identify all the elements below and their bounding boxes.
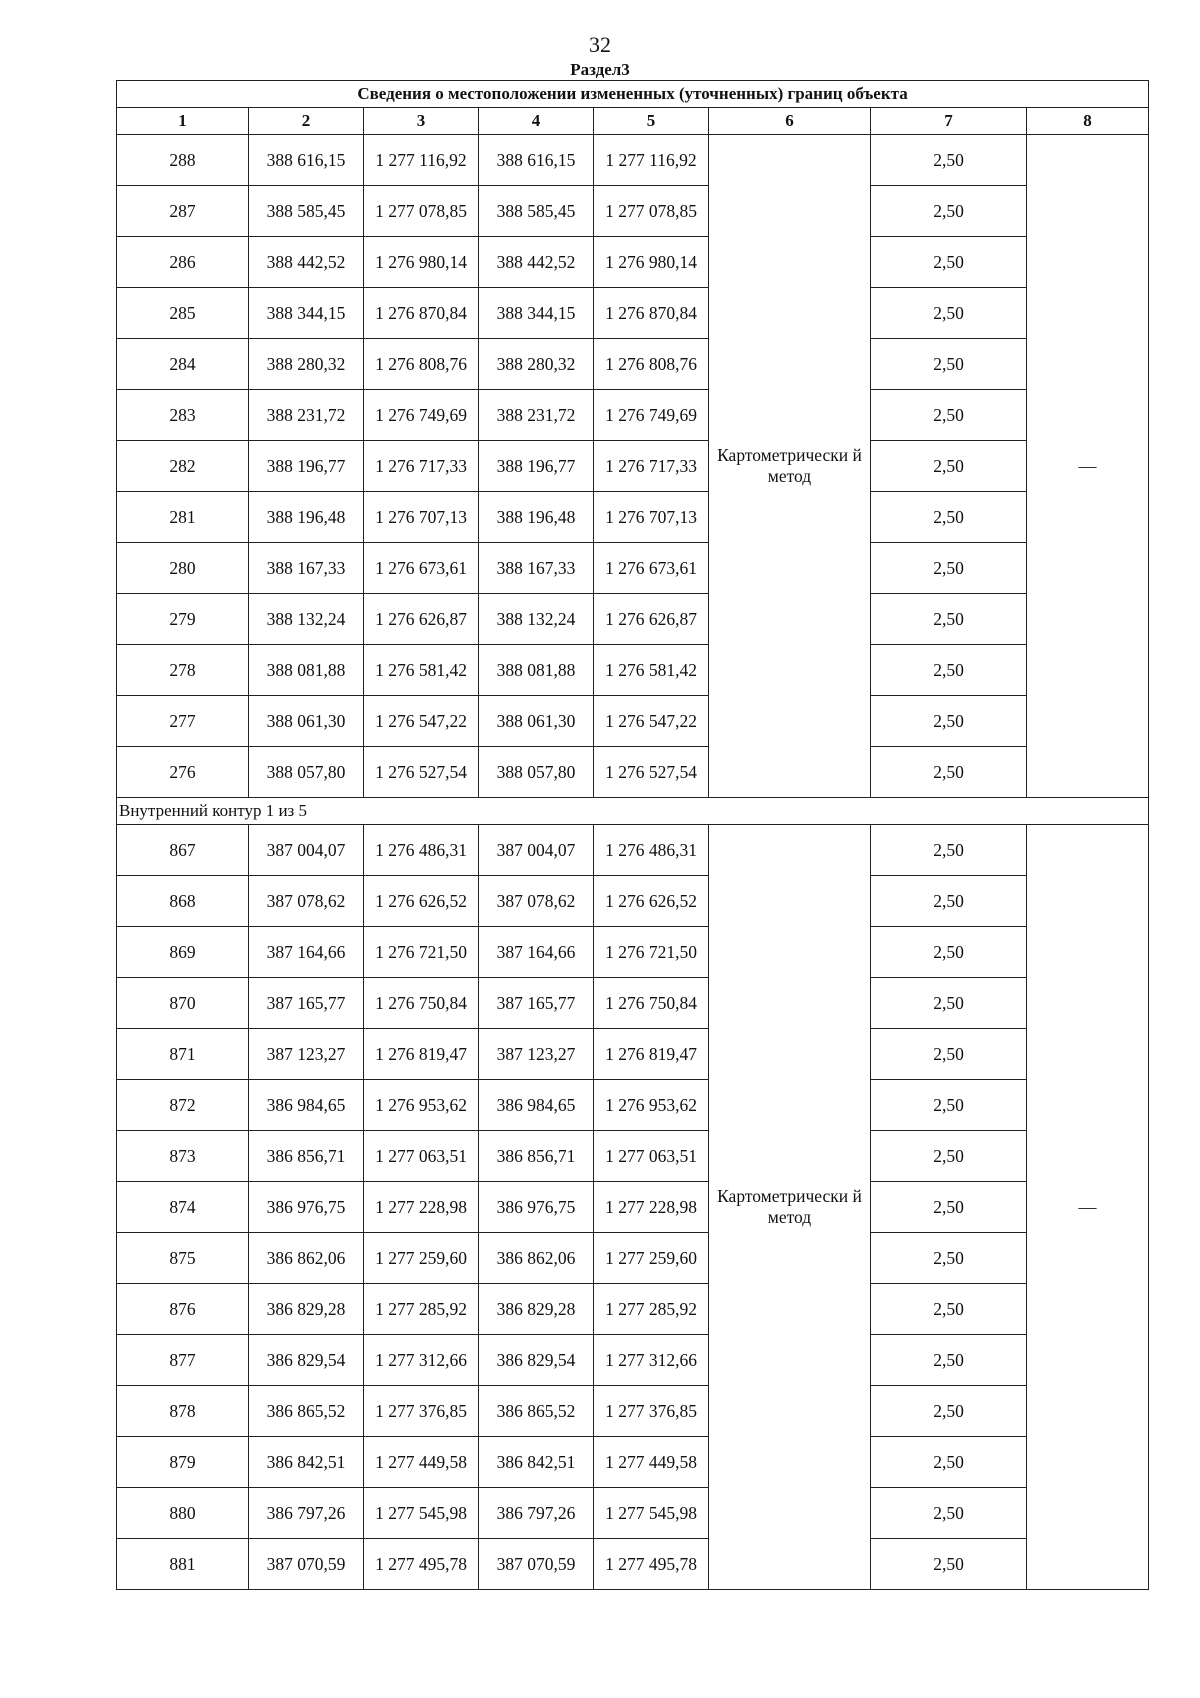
x-existing: 388 231,72 [249,390,364,441]
accuracy: 2,50 [871,186,1027,237]
table-row [117,1539,1149,1590]
table-row [117,1488,1149,1539]
table-row [117,645,1149,696]
x-new: 388 196,48 [479,492,594,543]
y-new: 1 277 376,85 [594,1386,709,1437]
x-existing: 386 862,06 [249,1233,364,1284]
x-existing: 387 078,62 [249,876,364,927]
y-existing: 1 276 486,31 [364,825,479,876]
x-new: 388 280,32 [479,339,594,390]
point-number: 876 [117,1284,249,1335]
method-cell: Картометрически й метод [709,135,871,798]
column-number-2: 2 [249,108,364,135]
x-existing: 387 004,07 [249,825,364,876]
x-new: 386 856,71 [479,1131,594,1182]
point-number: 877 [117,1335,249,1386]
x-existing: 388 196,77 [249,441,364,492]
y-existing: 1 276 626,87 [364,594,479,645]
x-existing: 387 123,27 [249,1029,364,1080]
point-number: 287 [117,186,249,237]
x-existing: 386 829,54 [249,1335,364,1386]
column-number-8: 8 [1027,108,1149,135]
x-existing: 387 164,66 [249,927,364,978]
table-row [117,390,1149,441]
x-new: 388 344,15 [479,288,594,339]
y-new: 1 276 749,69 [594,390,709,441]
y-new: 1 277 063,51 [594,1131,709,1182]
y-new: 1 276 527,54 [594,747,709,798]
point-number: 277 [117,696,249,747]
table-row [117,1437,1149,1488]
x-existing: 387 070,59 [249,1539,364,1590]
x-new: 388 616,15 [479,135,594,186]
x-existing: 388 061,30 [249,696,364,747]
y-new: 1 277 285,92 [594,1284,709,1335]
x-new: 387 004,07 [479,825,594,876]
x-existing: 386 865,52 [249,1386,364,1437]
y-existing: 1 276 870,84 [364,288,479,339]
x-new: 388 442,52 [479,237,594,288]
x-existing: 386 829,28 [249,1284,364,1335]
y-new: 1 276 721,50 [594,927,709,978]
table-row [117,825,1149,876]
accuracy: 2,50 [871,135,1027,186]
point-number: 281 [117,492,249,543]
method-cell: Картометрически й метод [709,825,871,1590]
y-existing: 1 276 626,52 [364,876,479,927]
table-row [117,135,1149,186]
x-existing: 386 797,26 [249,1488,364,1539]
y-existing: 1 277 545,98 [364,1488,479,1539]
accuracy: 2,50 [871,492,1027,543]
column-number-7: 7 [871,108,1027,135]
table-row [117,237,1149,288]
x-existing: 386 842,51 [249,1437,364,1488]
y-existing: 1 277 312,66 [364,1335,479,1386]
x-new: 386 829,28 [479,1284,594,1335]
x-existing: 388 057,80 [249,747,364,798]
y-existing: 1 277 495,78 [364,1539,479,1590]
y-existing: 1 276 819,47 [364,1029,479,1080]
x-new: 388 231,72 [479,390,594,441]
accuracy: 2,50 [871,876,1027,927]
point-number: 867 [117,825,249,876]
x-new: 388 132,24 [479,594,594,645]
table-caption: Сведения о местоположении измененных (уточненных) границ объекта [117,81,1149,108]
accuracy: 2,50 [871,441,1027,492]
y-existing: 1 276 707,13 [364,492,479,543]
y-new: 1 276 819,47 [594,1029,709,1080]
point-number: 880 [117,1488,249,1539]
x-existing: 388 442,52 [249,237,364,288]
point-number: 874 [117,1182,249,1233]
y-existing: 1 277 116,92 [364,135,479,186]
table-row [117,696,1149,747]
table-row [117,1386,1149,1437]
x-new: 388 585,45 [479,186,594,237]
point-number: 278 [117,645,249,696]
x-existing: 388 616,15 [249,135,364,186]
accuracy: 2,50 [871,1488,1027,1539]
point-number: 283 [117,390,249,441]
accuracy: 2,50 [871,978,1027,1029]
point-number: 870 [117,978,249,1029]
accuracy: 2,50 [871,339,1027,390]
point-number: 875 [117,1233,249,1284]
x-new: 386 984,65 [479,1080,594,1131]
point-number: 286 [117,237,249,288]
accuracy: 2,50 [871,1437,1027,1488]
y-new: 1 276 953,62 [594,1080,709,1131]
page-number: 32 [589,32,611,57]
contour-label-row [117,798,1149,825]
y-existing: 1 276 749,69 [364,390,479,441]
accuracy: 2,50 [871,543,1027,594]
x-existing: 388 344,15 [249,288,364,339]
y-existing: 1 276 750,84 [364,978,479,1029]
x-new: 387 123,27 [479,1029,594,1080]
y-new: 1 276 581,42 [594,645,709,696]
point-number: 879 [117,1437,249,1488]
contour-label: Внутренний контур 1 из 5 [117,798,1149,825]
boundary-table [116,80,1149,1590]
y-new: 1 276 486,31 [594,825,709,876]
x-new: 387 164,66 [479,927,594,978]
table-row [117,288,1149,339]
point-number: 280 [117,543,249,594]
accuracy: 2,50 [871,288,1027,339]
table-row [117,1080,1149,1131]
column-number-3: 3 [364,108,479,135]
y-existing: 1 277 449,58 [364,1437,479,1488]
x-new: 387 078,62 [479,876,594,927]
table-body [117,135,1149,1590]
y-new: 1 277 259,60 [594,1233,709,1284]
accuracy: 2,50 [871,645,1027,696]
accuracy: 2,50 [871,1284,1027,1335]
column-number-1: 1 [117,108,249,135]
table-row [117,1182,1149,1233]
point-number: 284 [117,339,249,390]
column-number-row [117,108,1149,135]
y-existing: 1 277 259,60 [364,1233,479,1284]
x-existing: 388 167,33 [249,543,364,594]
x-new: 386 842,51 [479,1437,594,1488]
accuracy: 2,50 [871,1539,1027,1590]
table-row [117,1131,1149,1182]
y-existing: 1 276 581,42 [364,645,479,696]
x-new: 386 865,52 [479,1386,594,1437]
y-new: 1 277 078,85 [594,186,709,237]
y-new: 1 276 626,52 [594,876,709,927]
y-new: 1 276 808,76 [594,339,709,390]
point-number: 869 [117,927,249,978]
y-new: 1 277 116,92 [594,135,709,186]
point-number: 276 [117,747,249,798]
y-existing: 1 276 527,54 [364,747,479,798]
col8-cell: — [1027,825,1149,1590]
x-existing: 388 081,88 [249,645,364,696]
table-row [117,978,1149,1029]
table-row [117,1335,1149,1386]
x-existing: 388 280,32 [249,339,364,390]
table-row [117,543,1149,594]
y-new: 1 277 449,58 [594,1437,709,1488]
section-title: Раздел3 [570,60,630,79]
table-row [117,594,1149,645]
accuracy: 2,50 [871,1080,1027,1131]
table-row [117,492,1149,543]
x-new: 388 167,33 [479,543,594,594]
y-existing: 1 277 376,85 [364,1386,479,1437]
y-new: 1 276 707,13 [594,492,709,543]
accuracy: 2,50 [871,390,1027,441]
point-number: 872 [117,1080,249,1131]
column-number-5: 5 [594,108,709,135]
table-row [117,441,1149,492]
point-number: 871 [117,1029,249,1080]
table-row [117,747,1149,798]
accuracy: 2,50 [871,1182,1027,1233]
x-new: 386 829,54 [479,1335,594,1386]
accuracy: 2,50 [871,237,1027,288]
x-new: 388 081,88 [479,645,594,696]
x-new: 388 196,77 [479,441,594,492]
x-new: 387 165,77 [479,978,594,1029]
y-existing: 1 276 808,76 [364,339,479,390]
table-row [117,1233,1149,1284]
column-number-4: 4 [479,108,594,135]
x-existing: 387 165,77 [249,978,364,1029]
y-existing: 1 276 980,14 [364,237,479,288]
accuracy: 2,50 [871,1233,1027,1284]
y-new: 1 276 547,22 [594,696,709,747]
y-existing: 1 276 673,61 [364,543,479,594]
point-number: 288 [117,135,249,186]
y-new: 1 277 495,78 [594,1539,709,1590]
point-number: 279 [117,594,249,645]
accuracy: 2,50 [871,696,1027,747]
y-new: 1 276 750,84 [594,978,709,1029]
x-new: 386 976,75 [479,1182,594,1233]
point-number: 881 [117,1539,249,1590]
table-row [117,876,1149,927]
table-row [117,339,1149,390]
point-number: 878 [117,1386,249,1437]
x-existing: 388 196,48 [249,492,364,543]
x-existing: 386 976,75 [249,1182,364,1233]
point-number: 285 [117,288,249,339]
accuracy: 2,50 [871,927,1027,978]
x-new: 388 061,30 [479,696,594,747]
y-new: 1 276 980,14 [594,237,709,288]
accuracy: 2,50 [871,1386,1027,1437]
table-row [117,927,1149,978]
x-existing: 386 856,71 [249,1131,364,1182]
column-number-6: 6 [709,108,871,135]
y-existing: 1 276 717,33 [364,441,479,492]
y-existing: 1 276 547,22 [364,696,479,747]
y-new: 1 276 870,84 [594,288,709,339]
y-new: 1 277 545,98 [594,1488,709,1539]
accuracy: 2,50 [871,594,1027,645]
accuracy: 2,50 [871,1029,1027,1080]
table-row [117,186,1149,237]
x-existing: 388 585,45 [249,186,364,237]
x-existing: 388 132,24 [249,594,364,645]
y-new: 1 276 717,33 [594,441,709,492]
point-number: 868 [117,876,249,927]
x-new: 387 070,59 [479,1539,594,1590]
table-row [117,1284,1149,1335]
accuracy: 2,50 [871,825,1027,876]
accuracy: 2,50 [871,1131,1027,1182]
y-existing: 1 276 721,50 [364,927,479,978]
y-existing: 1 276 953,62 [364,1080,479,1131]
col8-cell: — [1027,135,1149,798]
x-new: 386 797,26 [479,1488,594,1539]
y-new: 1 277 228,98 [594,1182,709,1233]
x-new: 386 862,06 [479,1233,594,1284]
x-new: 388 057,80 [479,747,594,798]
y-existing: 1 277 228,98 [364,1182,479,1233]
y-existing: 1 277 063,51 [364,1131,479,1182]
accuracy: 2,50 [871,747,1027,798]
y-new: 1 276 673,61 [594,543,709,594]
accuracy: 2,50 [871,1335,1027,1386]
y-existing: 1 277 285,92 [364,1284,479,1335]
x-existing: 386 984,65 [249,1080,364,1131]
point-number: 873 [117,1131,249,1182]
point-number: 282 [117,441,249,492]
y-existing: 1 277 078,85 [364,186,479,237]
table-row [117,1029,1149,1080]
y-new: 1 276 626,87 [594,594,709,645]
y-new: 1 277 312,66 [594,1335,709,1386]
